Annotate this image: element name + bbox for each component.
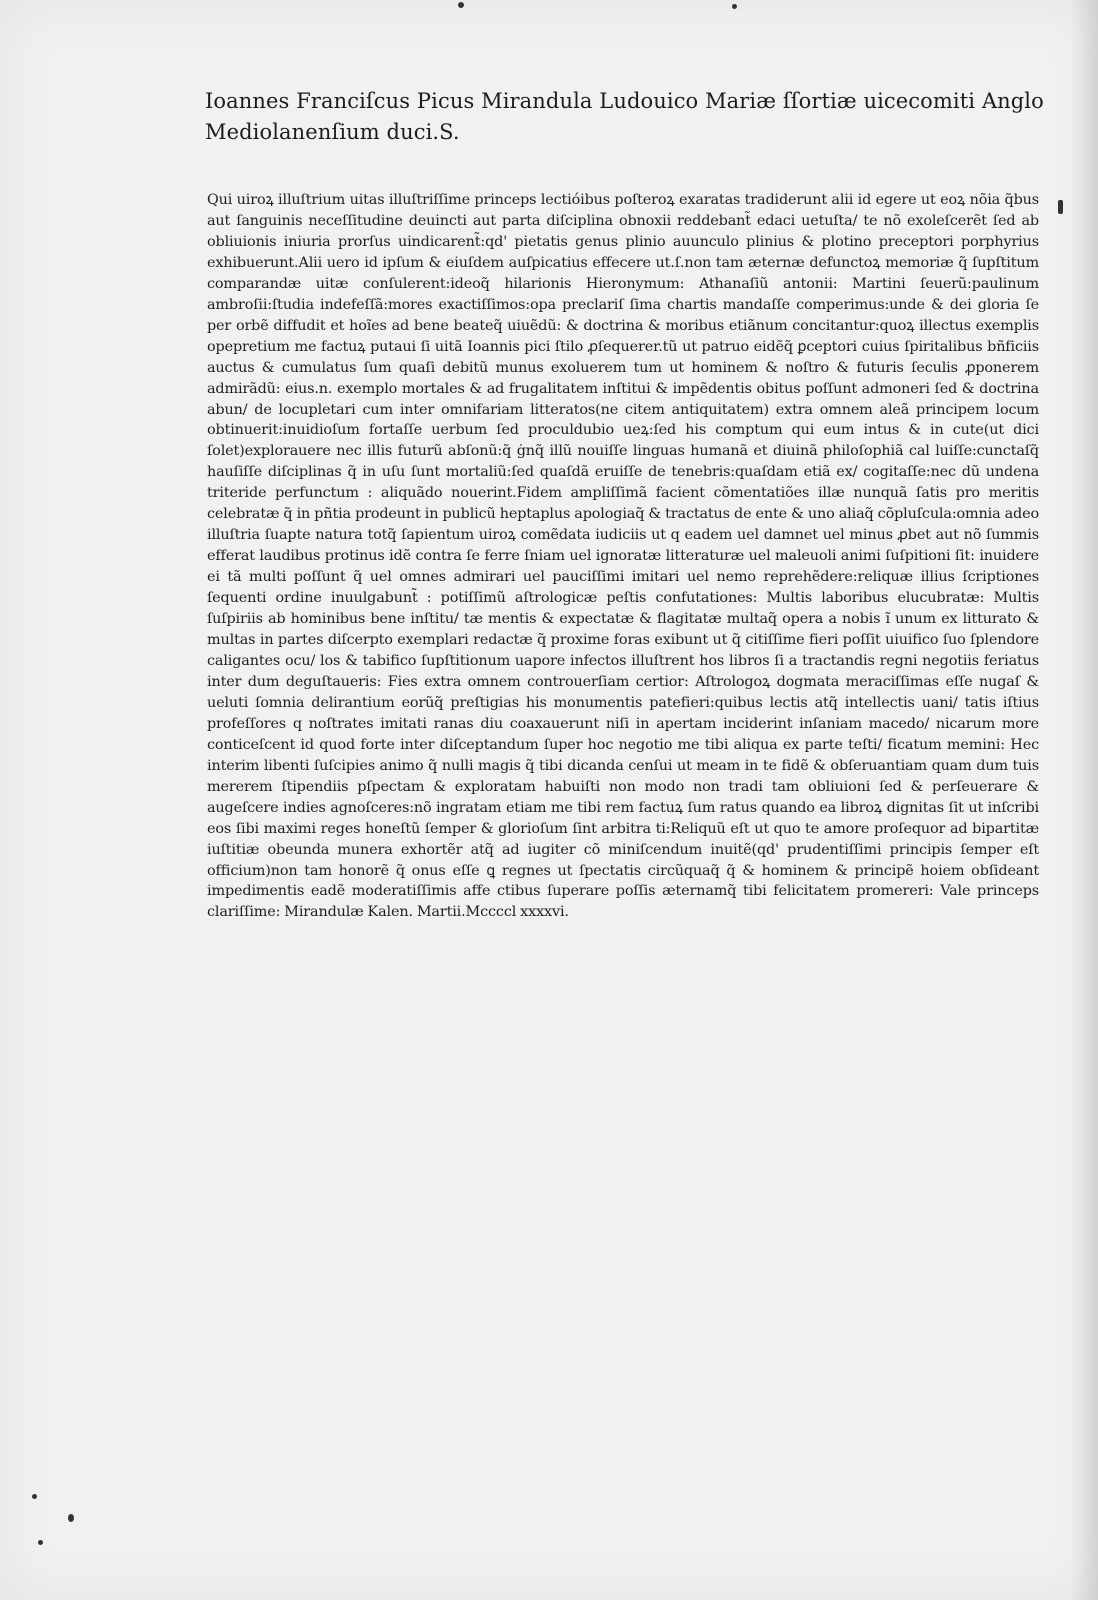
page-edge-shadow [1070, 0, 1098, 1600]
ink-speck [68, 1514, 74, 1522]
letter-body: Qui uiroꝝ illuſtrium uitas illuſtriſſime princeps lectióibus poſteroꝝ exaratas tradiderunt alii id egere ut eoꝝ nõia q̃bus aut ſanguinis neceſſitudine deuincti aut parta diſciplina obnoxii reddebant̃ edaci uetuſta/ te nõ exoleſcerẽt ſed ab obliuionis iniuria prorſus uindicarent̃:qd' pietatis genus plinio auunculo plinius & plotino preceptori porphyrius exhibuerunt.Alii uero id ipſum & eiuſdem auſpicatius effecere ut.ſ.non tam æternæ defunctoꝝ memoriæ q̃ ſupſtitum comparandæ uitæ conſulerent:ideoq̃ hilarionis Hieronymum: Athanaſiũ antonii: Martini ſeuerũ:paulinum ambroſii:ſtudia indefeſſã:mores exactiſſimos:opa preclariſ ſima chartis mandaſſe comperimus:unde & dei gloria ſe per orbẽ diffudit et hoĩes ad bene beateq̃ uiuẽdũ: & doctrina & moribus etiãnum concitantur:quoꝝ illectus exemplis opepretium me factuꝝ putaui ſi uitã Ioannis pici ſtilo ꝓſequerer.tũ ut patruo eidẽq̃ ꝑceptori cuius ſpiritalibus bñficiis auctus & cumulatus ſum quaſi debitũ munus exoluerem tum ut hominem & noſtro & futuris ſeculis ꝓponerem admirãdũ: eius.n. exemplo mortales & ad frugalitatem inſtitui & impẽdentis obitus poſſunt admoneri ſed & doctrina abun/ de locupletari cum inter omnifariam litteratos(ne citem antiquitatem) extra omnem aleã principem locum obtinuerit:inuidioſum fortaſſe uerbum ſed proculdubio ueꝝ:ſed his comptum qui eum intus & in cute(ut dici ſolet)explorauere nec illis futurũ abſonũ:q̃ ġnq̃ illũ nouiſſe linguas humanã et diuinã philoſophiã cal luiſſe:cunctaſq̃ hauſiſſe diſciplinas q̃ in uſu ſunt mortaliũ:ſed quaſdã eruiſſe de tenebris:quaſdam etiã ex/ cogitaſſe:nec dũ undena triteride perfunctum : aliquãdo nouerint.Fidem ampliſſimã facient cõmentatiões illæ nunquã ſatis pro meritis celebratæ q̃ in pñtia prodeunt in publicũ heptaplus apologiaq̃ & tractatus de ente & uno aliaq̃ cõpluſcula:omnia adeo illuſtria ſuapte natura totq̃ ſapientum uiroꝝ comẽdata iudiciis ut q eadem uel damnet uel minus ꝓbet aut nõ ſummis efferat laudibus protinus idẽ contra ſe ferre ſniam uel ignoratæ litteraturæ uel maleuoli animi ſuſpitioni ſit: inuidere ei tã multi poſſunt q̃ uel omnes admirari uel pauciſſimi imitari uel nemo reprehẽdere:reliquæ illius ſcriptiones ſequenti ordine inuulgabunt̃ : potiſſimũ aſtrologicæ peſtis confutationes: Multis laboribus elucubratæ: Multis ſuſpiriis ab hominibus bene inſtitu/ tæ mentis & expectatæ & flagitatæ multaq̃ opera a nobis ĩ unum ex litturato & multas in partes diſcerpto exemplari redactæ q̃ proxime foras exibunt ut q̃ citiſſime fieri poſſit uiuifico ſuo ſplendore caligantes ocu/ los & tabifico ſupſtitionum uapore infectos illuſtrent hos libros ſi a tractandis regni negotiis feriatus inter dum deguſtaueris: Fies extra omnem controuerſiam certior: Aſtrologoꝝ dogmata meraciſſimas eſſe nugaſ & ueluti ſomnia delirantium eorũq̃ preſtigias his monumentis patefieri:quibus lectis atq̃ intellectis uani/ tatis iſtius profeſſores q noſtrates imitati ranas diu coaxauerunt niſi in apertam inciderint inſaniam macedo/ nicarum more conticeſcent id quod forte inter diſceptandum ſuper hoc negotio me tibi aliqua ex parte teſti/ ficatum memini: Hec interim libenti ſuſcipies animo q̃ nulli magis q̃ tibi dicanda cenſui ut meam in te fidẽ & obſeruantiam quam dum tuis mererem ſtipendiis pſpectam & exploratam habuiſti non modo non tradi tam obliuioni ſed & perſeuerare & augeſcere indies agnoſceres:nõ ingratam etiam me tibi rem factuꝝ ſum ratus quando ea libroꝝ dignitas ſit ut inſcribi eos ſibi maximi reges honeſtũ ſemper & glorioſum ſint arbitra ti:Reliquũ eſt ut quo te amore proſequor ad bipartitæ iuſtitiæ obeunda munera exhortẽr atq̃ ad iugiter cõ miniſcendum inuitẽ(qd' prudentiſſimi principis ſemper eſt officium)non tam honorẽ q̃ onus eſſe ꝗ regnes ut ſpectatis circũquaq̃ q̃ & hominem & principẽ hoiem obſideant impedimentis eadẽ moderatiſſimis affe ctibus ſuperare poſſis æternamq̃ tibi felicitatem promereri: Vale princeps clariſſime: Mirandulæ Kalen. Martii.Mccccl xxxxvi. [207, 192, 1039, 921]
ink-speck [1058, 200, 1063, 214]
ink-speck [38, 1540, 43, 1545]
letter-heading: Ioannes Franciſcus Picus Mirandula Ludouico Mariæ ſſortiæ uicecomiti Anglo Mediolanenſium duci.S. [205, 89, 1044, 144]
ink-speck [458, 2, 464, 8]
ink-speck [732, 4, 737, 9]
ink-speck [32, 1494, 37, 1499]
